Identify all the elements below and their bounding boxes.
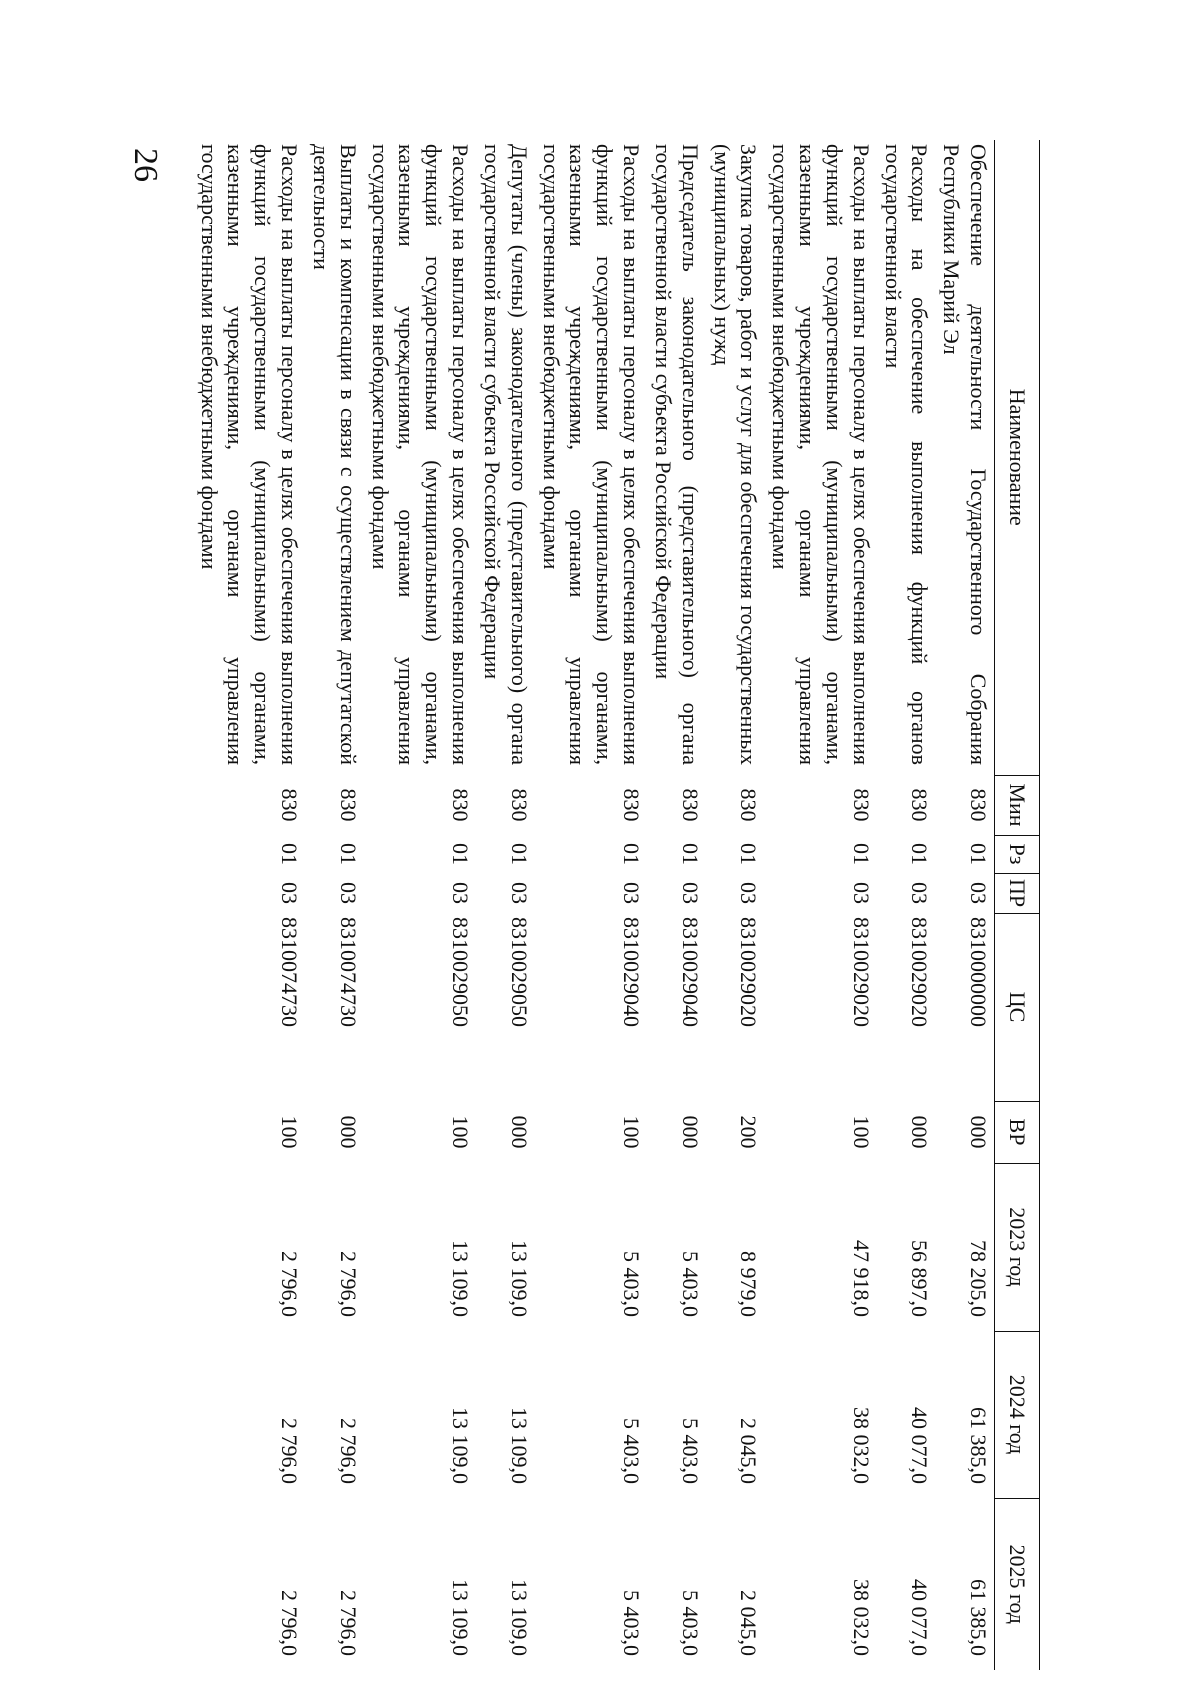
row-rz: 01 [848, 843, 874, 865]
row-pr: 03 [966, 882, 991, 904]
row-name: Расходы на обеспечение выполнения функций органов государственной власти [880, 144, 933, 765]
row-min: 830 [335, 788, 361, 822]
row-rz: 01 [907, 843, 933, 865]
header-2025: 2025 год [995, 1498, 1040, 1670]
row-vr: 000 [907, 1115, 933, 1149]
row-cs: 8310029040 [619, 917, 645, 1027]
row-min: 830 [506, 788, 532, 822]
table-row [647, 140, 706, 1670]
header-name: Наименование [995, 140, 1040, 775]
row-2023: 78 205,0 [966, 1240, 991, 1317]
row-cs: 8310074730 [277, 917, 303, 1027]
table-row [476, 140, 535, 1670]
row-2025: 2 045,0 [736, 1590, 762, 1656]
row-pr: 03 [448, 882, 474, 904]
row-name: Выплаты и компенсации в связи с осуществлением депутатской деятельности [308, 144, 361, 765]
row-vr: 100 [448, 1115, 474, 1149]
table-row [193, 140, 305, 1670]
row-cs: 8310029040 [677, 917, 703, 1027]
row-pr: 03 [277, 882, 303, 904]
row-2024: 13 109,0 [506, 1407, 532, 1484]
row-2025: 38 032,0 [848, 1579, 874, 1656]
row-2025: 2 796,0 [335, 1590, 361, 1656]
table-header-row [995, 140, 1040, 1670]
row-vr: 100 [277, 1115, 303, 1149]
row-vr: 000 [506, 1115, 532, 1149]
header-pr: ПР [995, 873, 1040, 913]
row-2024: 5 403,0 [677, 1418, 703, 1484]
row-min: 830 [966, 788, 991, 822]
row-vr: 100 [848, 1115, 874, 1149]
row-2023: 13 109,0 [506, 1240, 532, 1317]
row-name: Расходы на выплаты персоналу в целях обеспечения выполнения функций государственными (муниципальными) органами, казенными учреждениями, органами управления государственными внебюджетными фондами [768, 144, 874, 765]
row-2025: 13 109,0 [506, 1579, 532, 1656]
row-2025: 40 077,0 [907, 1579, 933, 1656]
header-2023: 2023 год [995, 1163, 1040, 1331]
row-pr: 03 [677, 882, 703, 904]
row-2023: 2 796,0 [335, 1251, 361, 1317]
row-2023: 5 403,0 [619, 1251, 645, 1317]
budget-table [193, 140, 1040, 1670]
row-rz: 01 [677, 843, 703, 865]
table-row [764, 140, 876, 1670]
row-rz: 01 [736, 843, 762, 865]
row-name: Председатель законодательного (представительного) органа государственной власти субъекта Российской Федерации [650, 144, 703, 765]
row-rz: 01 [966, 843, 991, 865]
row-pr: 03 [506, 882, 532, 904]
row-2025: 2 796,0 [277, 1590, 303, 1656]
row-rz: 01 [506, 843, 532, 865]
row-2024: 38 032,0 [848, 1407, 874, 1484]
row-2023: 8 979,0 [736, 1251, 762, 1317]
row-min: 830 [277, 788, 303, 822]
row-min: 830 [848, 788, 874, 822]
row-2025: 13 109,0 [448, 1579, 474, 1656]
row-cs: 8310029050 [506, 917, 532, 1027]
row-2025: 5 403,0 [619, 1590, 645, 1656]
row-cs: 8310029020 [736, 917, 762, 1027]
row-name: Закупка товаров, работ и услуг для обеспечения государственных (муниципальных) нужд [709, 144, 762, 765]
row-vr: 000 [335, 1115, 361, 1149]
header-min: Мин [995, 775, 1040, 835]
row-min: 830 [448, 788, 474, 822]
row-pr: 03 [619, 882, 645, 904]
row-2023: 56 897,0 [907, 1240, 933, 1317]
row-cs: 8310029020 [907, 917, 933, 1027]
row-vr: 000 [966, 1115, 991, 1149]
table-row [706, 140, 765, 1670]
table-row [364, 140, 476, 1670]
row-min: 830 [907, 788, 933, 822]
row-pr: 03 [848, 882, 874, 904]
row-rz: 01 [619, 843, 645, 865]
row-2023: 13 109,0 [448, 1240, 474, 1317]
page-number: 26 [127, 148, 164, 182]
row-name: Обеспечение деятельности Государственного Собрания Республики Марий Эл [939, 144, 991, 765]
row-2023: 5 403,0 [677, 1251, 703, 1317]
row-2024: 61 385,0 [966, 1407, 991, 1484]
row-name: Расходы на выплаты персоналу в целях обеспечения выполнения функций государственными (муниципальными) органами, казенными учреждениями, органами управления государственными внебюджетными фондами [196, 144, 303, 765]
table-row [535, 140, 647, 1670]
row-cs: 8310074730 [335, 917, 361, 1027]
row-pr: 03 [335, 882, 361, 904]
row-2023: 47 918,0 [848, 1240, 874, 1317]
row-2025: 61 385,0 [966, 1579, 991, 1656]
row-cs: 8310029050 [448, 917, 474, 1027]
header-cs: ЦС [995, 913, 1040, 1101]
row-2025: 5 403,0 [677, 1590, 703, 1656]
header-vr: ВР [995, 1101, 1040, 1163]
row-2024: 13 109,0 [448, 1407, 474, 1484]
row-min: 830 [619, 788, 645, 822]
header-2024: 2024 год [995, 1331, 1040, 1498]
row-2024: 2 045,0 [736, 1418, 762, 1484]
row-vr: 200 [736, 1115, 762, 1149]
row-2024: 5 403,0 [619, 1418, 645, 1484]
row-pr: 03 [907, 882, 933, 904]
table-row [877, 140, 936, 1670]
row-min: 830 [677, 788, 703, 822]
table-row [305, 140, 364, 1670]
row-cs: 8310000000 [966, 917, 991, 1027]
row-min: 830 [736, 788, 762, 822]
row-rz: 01 [335, 843, 361, 865]
table-row [935, 140, 994, 1670]
row-cs: 8310029020 [848, 917, 874, 1027]
row-name: Депутаты (члены) законодательного (представительного) органа государственной власти субъекта Российской Федерации [479, 144, 532, 765]
row-2023: 2 796,0 [277, 1251, 303, 1317]
row-2024: 40 077,0 [907, 1407, 933, 1484]
row-2024: 2 796,0 [277, 1418, 303, 1484]
row-rz: 01 [448, 843, 474, 865]
rotated-table-container [180, 140, 1040, 1670]
row-vr: 100 [619, 1115, 645, 1149]
row-name: Расходы на выплаты персоналу в целях обеспечения выполнения функций государственными (муниципальными) органами, казенными учреждениями, органами управления государственными внебюджетными фондами [538, 144, 645, 765]
row-vr: 000 [677, 1115, 703, 1149]
row-name: Расходы на выплаты персоналу в целях обеспечения выполнения функций государственными (муниципальными) органами, казенными учреждениями, органами управления государственными внебюджетными фондами [367, 144, 474, 765]
row-pr: 03 [736, 882, 762, 904]
row-rz: 01 [277, 843, 303, 865]
header-rz: Рз [995, 835, 1040, 873]
row-2024: 2 796,0 [335, 1418, 361, 1484]
